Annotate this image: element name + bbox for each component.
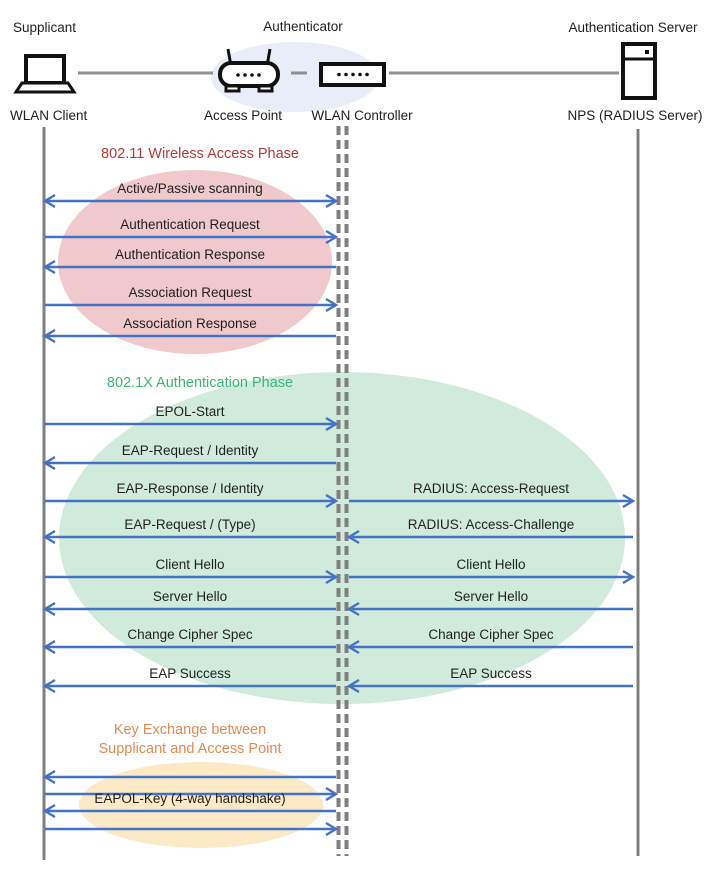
message-label: RADIUS: Access-Request [412,481,570,496]
role-label-supplicant: Supplicant [13,20,77,35]
phase1-title: 802.11 Wireless Access Phase [101,146,299,162]
message-label: EAPOL-Key (4-way handshake) [94,791,286,806]
message-label: EAP-Request / Identity [121,443,259,458]
message-label: EPOL-Start [155,404,225,419]
phase3-title-line2: Supplicant and Access Point [98,741,282,757]
device-label-wlan-controller: WLAN Controller [311,108,413,123]
role-label-authentication-server: Authentication Server [568,20,698,35]
message-label: EAP-Response / Identity [116,481,264,496]
message-label: Change Cipher Spec [127,627,253,642]
device-label-access-point: Access Point [203,108,283,123]
phase3-ellipse [79,762,323,848]
phase3-title [60,721,320,759]
wlan-controller-icon [321,64,384,85]
message-label: EAP Success [450,666,532,681]
message-label: EAP Success [149,666,231,681]
message-label: Client Hello [456,557,526,572]
device-label-wlan-client: WLAN Client [10,108,88,123]
message-label: RADIUS: Access-Challenge [407,517,575,532]
message-label: Association Request [128,285,252,300]
message-label: Client Hello [155,557,225,572]
message-label: Authentication Response [114,247,266,262]
role-label-authenticator: Authenticator [263,19,343,34]
phase2-title: 802.1X Authentication Phase [106,375,294,391]
phase1-ellipse [58,170,332,354]
laptop-icon [16,56,74,92]
message-label: Server Hello [152,589,228,604]
message-label: Association Response [123,316,257,331]
message-label: Active/Passive scanning [117,181,263,196]
message-label: EAP-Request / (Type) [124,517,256,532]
device-label-nps: NPS (RADIUS Server) [567,108,703,123]
phase3-title-line1: Key Exchange between [113,722,267,738]
server-icon [623,44,655,98]
message-label: Change Cipher Spec [428,627,554,642]
message-label: Server Hello [453,589,529,604]
message-label: Authentication Request [120,217,260,232]
